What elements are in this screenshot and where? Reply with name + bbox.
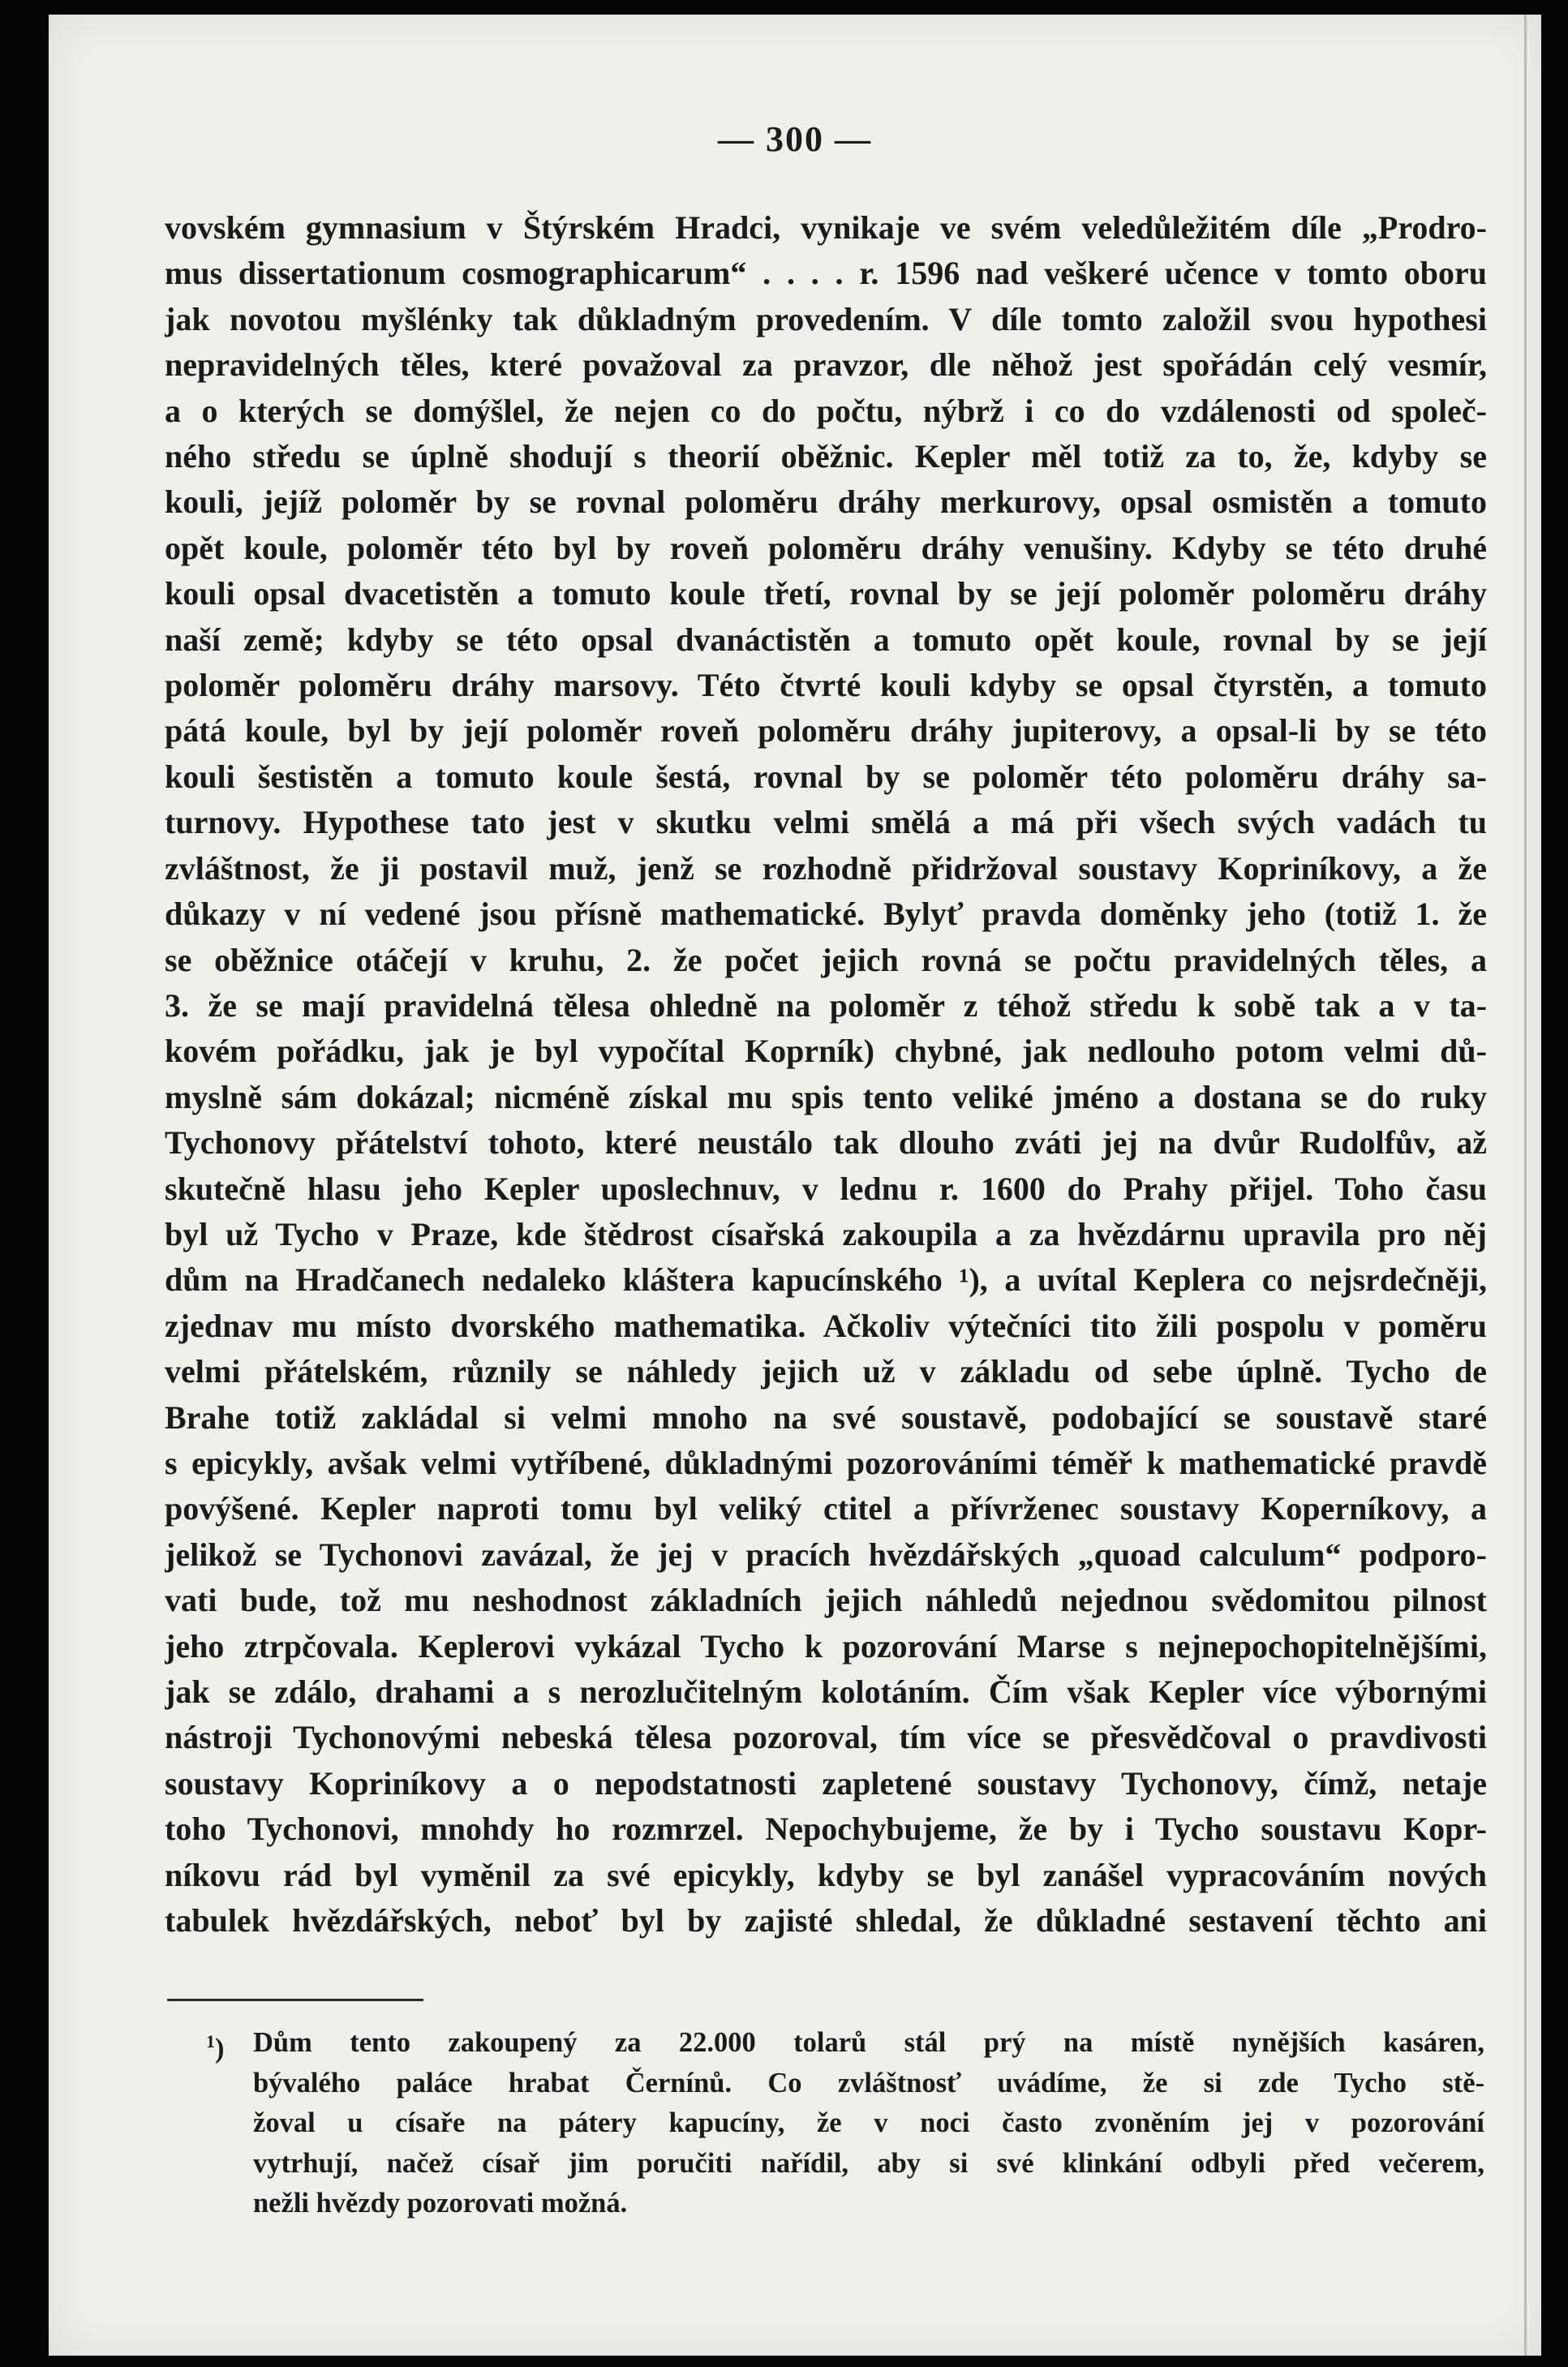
text-line: byl už Tycho v Praze, kde štědrost císařská zakoupila a za hvězdárnu upravila pro něj [165, 1215, 1487, 1252]
footnote-line: Dům tento zakoupený za 22.000 tolarů stál prý na místě nynějších kasáren, [253, 2027, 1484, 2058]
footnote-separator [167, 1999, 423, 2001]
text-line: důkazy v ní vedené jsou přísně mathematické. Bylyť pravda doměnky jeho (totiž 1. že [165, 896, 1487, 933]
footnote-line: bývalého paláce hrabat Černínů. Co zvláštnosť uvádíme, že si zde Tycho stě- [253, 2067, 1484, 2099]
text-line: jak novotou myšlénky tak důkladným provedením. V díle tomto založil svou hypothesi [165, 300, 1487, 337]
text-line: toho Tychonovi, mnohdy ho rozmrzel. Nepochybujeme, že by i Tycho soustavu Kopr- [165, 1811, 1487, 1848]
text-line: se oběžnice otáčejí v kruhu, 2. že počet jejich rovná se počtu pravidelných těles, a [165, 941, 1487, 978]
text-line: povýšené. Kepler naproti tomu byl veliký ctitel a přívrženec soustavy Koperníkovy, a [165, 1490, 1487, 1527]
text-line: zvláštnost, že ji postavil muž, jenž se rozhodně přidržoval soustavy Kopriníkovy, a že [165, 849, 1487, 887]
text-line: 3. že se mají pravidelná tělesa ohledně na poloměr z téhož středu k sobě tak a v ta- [165, 986, 1487, 1024]
text-line: turnovy. Hypothese tato jest v skutku velmi smělá a má při všech svých vadách tu [165, 804, 1487, 841]
text-line: vati bude, tož mu neshodnost základních jejich náhledů nejednou svědomitou pilnost [165, 1582, 1487, 1619]
text-line: opět koule, poloměr této byl by roveň poloměru dráhy venušiny. Kdyby se této druhé [165, 529, 1487, 566]
text-line: nepravidelných těles, které považoval za pravzor, dle něhož jest spořádán celý vesmír, [165, 346, 1487, 384]
text-line: skutečně hlasu jeho Kepler uposlechnuv, v lednu r. 1600 do Prahy přijel. Toho času [165, 1170, 1487, 1207]
text-line: mus dissertationum cosmographicarum“ . . . . r. 1596 nad veškeré učence v tomto oboru [165, 255, 1487, 292]
page-edge [1524, 15, 1527, 2356]
text-line: poloměr poloměru dráhy marsovy. Této čtvrté kouli kdyby se opsal čtyrstěn, a tomuto [165, 667, 1487, 704]
text-line: pátá koule, byl by její poloměr roveň poloměru dráhy jupiterovy, a opsal-li by se této [165, 712, 1487, 750]
text-line: níkovu rád byl vyměnil za své epicykly, kdyby se byl zanášel vypracováním nových [165, 1856, 1487, 1893]
footnote-marker: $^1$) [206, 2031, 225, 2064]
text-line: zjednav mu místo dvorského mathematika. Ačkoliv výtečníci tito žili pospolu v poměru [165, 1307, 1487, 1344]
main-text [165, 205, 1487, 1944]
text-line: kouli šestistěn a tomuto koule šestá, rovnal by se poloměr této poloměru dráhy sa- [165, 758, 1487, 795]
text-line: tabulek hvězdářských, neboť byl by zajisté shledal, že důkladné sestavení těchto ani [165, 1902, 1487, 1940]
footnote-line: nežli hvězdy pozorovati možná. [253, 2188, 628, 2219]
text-line: vovském gymnasium v Štýrském Hradci, vynikaje ve svém veledůležitém díle „Prodro- [165, 209, 1487, 246]
text-line: myslně sám dokázal; nicméně získal mu spis tento veliké jméno a dostana se do ruky [165, 1078, 1487, 1115]
page-number: — 300 — [718, 119, 872, 159]
text-line: Brahe totiž zakládal si velmi mnoho na své soustavě, podobající se soustavě staré [165, 1398, 1487, 1436]
text-line: jelikož se Tychonovi zavázal, že jej v pracích hvězdářských „quoad calculum“ podporo- [165, 1536, 1487, 1573]
book-page [49, 15, 1541, 2356]
text-line: s epicykly, avšak velmi vytříbené, důkladnými pozorováními téměř k mathematické pravdě [165, 1444, 1487, 1481]
text-line: dům na Hradčanech nedaleko kláštera kapucínského ¹), a uvítal Keplera co nejsrdečněji, [165, 1261, 1487, 1299]
text-line: ného středu se úplně shodují s theorií oběžnic. Kepler měl totiž za to, že, kdyby se [165, 438, 1487, 475]
text-line: kouli, jejíž poloměr by se rovnal poloměru dráhy merkurovy, opsal osmistěn a tomuto [165, 483, 1487, 521]
footnote-line: žoval u císaře na pátery kapucíny, že v noci často zvoněním jej v pozorování [253, 2107, 1484, 2138]
text-line: velmi přátelském, různily se náhledy jejich už v základu od sebe úplně. Tycho de [165, 1353, 1487, 1390]
text-line: kovém pořádku, jak je byl vypočítal Koprník) chybné, jak nedlouho potom velmi dů- [165, 1033, 1487, 1070]
footnote-line: vytrhují, načež císař jim poručiti nařídil, aby si své klinkání odbyli před večerem, [253, 2147, 1484, 2179]
text-line: naší země; kdyby se této opsal dvanáctistěn a tomuto opět koule, rovnal by se její [165, 621, 1487, 658]
text-line: kouli opsal dvacetistěn a tomuto koule třetí, rovnal by se její poloměr poloměru dráhy [165, 575, 1487, 612]
text-line: nástroji Tychonovými nebeská tělesa pozoroval, tím více se přesvědčoval o pravdivosti [165, 1719, 1487, 1756]
text-line: Tychonovy přátelství tohoto, které neustálo tak dlouho zváti jej na dvůr Rudolfův, až [165, 1124, 1487, 1162]
text-line: soustavy Kopriníkovy a o nepodstatnosti zapletené soustavy Tychonovy, čímž, netaje [165, 1764, 1487, 1802]
text-line: a o kterých se domýšlel, že nejen co do počtu, nýbrž i co do vzdálenosti od společ- [165, 392, 1487, 429]
footnote [206, 2023, 1484, 2224]
text-line: jak se zdálo, drahami a s nerozlučitelným kolotáním. Čím však Kepler více výbornými [165, 1673, 1487, 1710]
text-line: jeho ztrpčovala. Keplerovi vykázal Tycho k pozorování Marse s nejnepochopitelnějšími, [165, 1627, 1487, 1665]
